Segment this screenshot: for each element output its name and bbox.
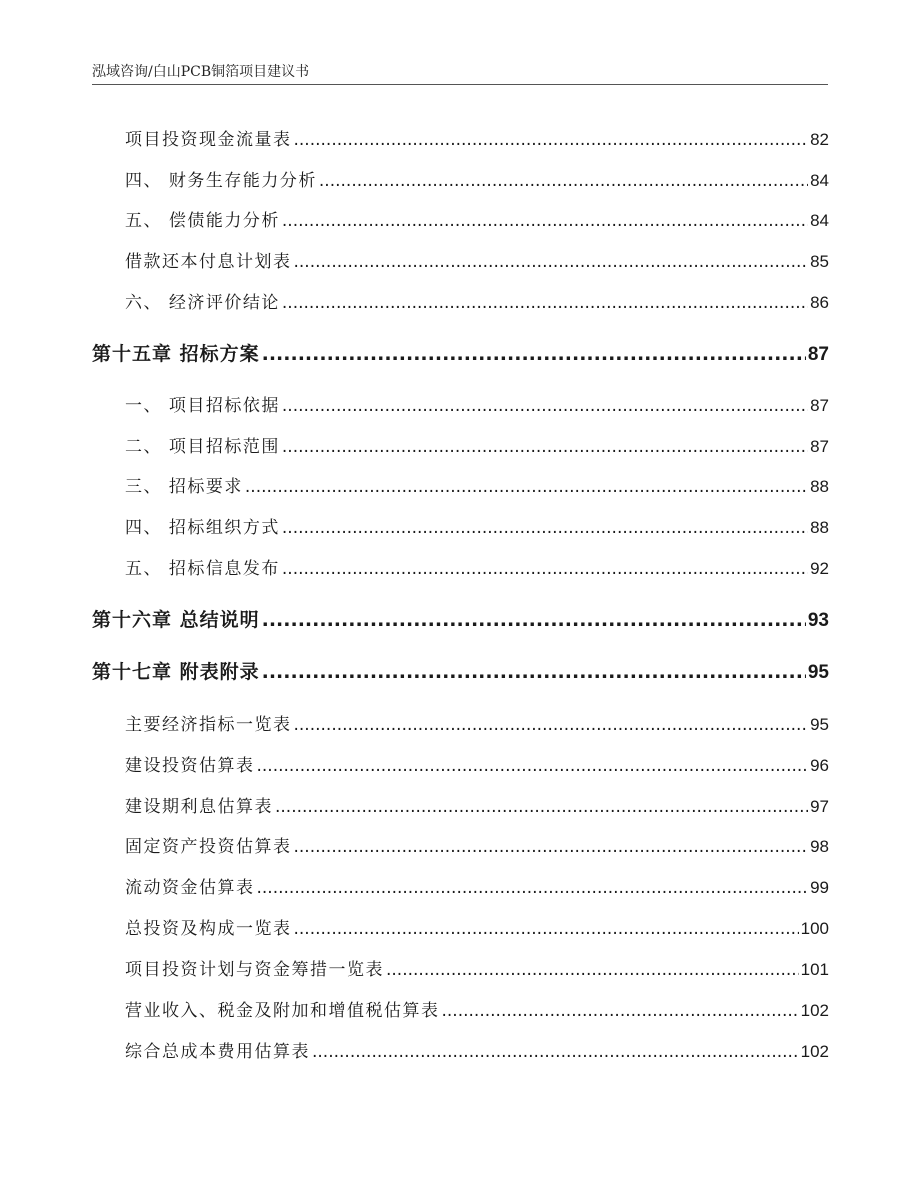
toc-page-number: 92 bbox=[810, 559, 829, 578]
header-divider bbox=[92, 84, 828, 85]
toc-entry[interactable] bbox=[125, 247, 829, 272]
toc-entry-label: 建设期利息估算表 bbox=[125, 797, 273, 817]
toc-entry-label: 综合总成本费用估算表 bbox=[125, 1042, 310, 1062]
toc-leader-dots bbox=[282, 437, 808, 457]
toc-leader-dots bbox=[282, 559, 808, 579]
toc-page-number: 85 bbox=[810, 252, 829, 271]
toc-leader-dots bbox=[262, 609, 806, 631]
document-header: 泓域咨询/白山PCB铜箔项目建议书 bbox=[92, 64, 310, 80]
toc-chapter-entry[interactable] bbox=[92, 657, 829, 684]
toc-entry-label: 五、 偿债能力分析 bbox=[125, 211, 280, 231]
toc-page-number: 88 bbox=[810, 518, 829, 537]
toc-entry-label: 四、 财务生存能力分析 bbox=[125, 171, 317, 191]
toc-entry[interactable] bbox=[125, 710, 829, 735]
toc-entry-label: 六、 经济评价结论 bbox=[125, 293, 280, 313]
toc-leader-dots bbox=[245, 477, 808, 497]
toc-entry-label: 总投资及构成一览表 bbox=[125, 919, 292, 939]
toc-entry-label: 第十七章 附表附录 bbox=[92, 661, 260, 683]
toc-page-number: 96 bbox=[810, 756, 829, 775]
toc-leader-dots bbox=[312, 1042, 799, 1062]
toc-entry[interactable] bbox=[125, 792, 829, 817]
toc-page-number: 102 bbox=[800, 1042, 829, 1061]
toc-leader-dots bbox=[294, 837, 809, 857]
toc-leader-dots bbox=[319, 171, 808, 191]
toc-page-number: 88 bbox=[810, 477, 829, 496]
toc-page-number: 98 bbox=[810, 837, 829, 856]
toc-leader-dots bbox=[386, 960, 799, 980]
toc-leader-dots bbox=[282, 293, 808, 313]
toc-entry[interactable] bbox=[125, 166, 829, 191]
toc-entry[interactable] bbox=[125, 513, 829, 538]
toc-page-number: 95 bbox=[807, 662, 829, 683]
toc-entry-label: 第十五章 招标方案 bbox=[92, 343, 260, 365]
toc-entry-label: 建设投资估算表 bbox=[125, 756, 255, 776]
toc-entry-label: 借款还本付息计划表 bbox=[125, 252, 292, 272]
toc-entry[interactable] bbox=[125, 751, 829, 776]
toc-leader-dots bbox=[294, 919, 799, 939]
toc-page-number: 95 bbox=[810, 715, 829, 734]
toc-entry-label: 二、 项目招标范围 bbox=[125, 437, 280, 457]
toc-page-number: 87 bbox=[810, 437, 829, 456]
toc-page-number: 102 bbox=[800, 1001, 829, 1020]
toc-page-number: 87 bbox=[807, 344, 829, 365]
toc-entry[interactable] bbox=[125, 472, 829, 497]
toc-leader-dots bbox=[442, 1001, 799, 1021]
toc-entry[interactable] bbox=[125, 996, 829, 1021]
toc-leader-dots bbox=[257, 756, 809, 776]
toc-entry-label: 项目投资现金流量表 bbox=[125, 130, 292, 150]
toc-entry[interactable] bbox=[125, 914, 829, 939]
toc-page-number: 87 bbox=[810, 396, 829, 415]
toc-page-number: 84 bbox=[810, 171, 829, 190]
toc-entry[interactable] bbox=[125, 873, 829, 898]
toc-entry[interactable] bbox=[125, 288, 829, 313]
toc-leader-dots bbox=[282, 518, 808, 538]
toc-entry[interactable] bbox=[125, 1037, 829, 1062]
toc-entry-label: 一、 项目招标依据 bbox=[125, 396, 280, 416]
toc-page-number: 84 bbox=[810, 211, 829, 230]
toc-leader-dots bbox=[275, 797, 808, 817]
toc-leader-dots bbox=[282, 396, 808, 416]
toc-page-number: 93 bbox=[807, 610, 829, 631]
toc-entry-label: 流动资金估算表 bbox=[125, 878, 255, 898]
toc-leader-dots bbox=[294, 130, 809, 150]
toc-entry[interactable] bbox=[125, 391, 829, 416]
toc-page-number: 99 bbox=[810, 878, 829, 897]
toc-entry-label: 固定资产投资估算表 bbox=[125, 837, 292, 857]
toc-leader-dots bbox=[294, 715, 809, 735]
toc-page-number: 82 bbox=[810, 130, 829, 149]
toc-entry-label: 营业收入、税金及附加和增值税估算表 bbox=[125, 1001, 440, 1021]
toc-leader-dots bbox=[257, 878, 809, 898]
toc-leader-dots bbox=[262, 343, 806, 365]
toc-entry[interactable] bbox=[125, 554, 829, 579]
toc-entry-label: 主要经济指标一览表 bbox=[125, 715, 292, 735]
toc-entry[interactable] bbox=[125, 832, 829, 857]
toc-leader-dots bbox=[262, 661, 806, 683]
toc-page-number: 100 bbox=[800, 919, 829, 938]
toc-chapter-entry[interactable] bbox=[92, 605, 829, 632]
toc-entry-label: 第十六章 总结说明 bbox=[92, 609, 260, 631]
toc-entry-label: 项目投资计划与资金筹措一览表 bbox=[125, 960, 384, 980]
toc-entry-label: 三、 招标要求 bbox=[125, 477, 243, 497]
toc-entry-label: 四、 招标组织方式 bbox=[125, 518, 280, 538]
toc-page-number: 101 bbox=[800, 960, 829, 979]
toc-entry-label: 五、 招标信息发布 bbox=[125, 559, 280, 579]
toc-entry[interactable] bbox=[125, 955, 829, 980]
toc-chapter-entry[interactable] bbox=[92, 339, 829, 366]
toc-page-number: 86 bbox=[810, 293, 829, 312]
toc-entry[interactable] bbox=[125, 125, 829, 150]
toc-entry[interactable] bbox=[125, 432, 829, 457]
toc-leader-dots bbox=[294, 252, 809, 272]
toc-leader-dots bbox=[282, 211, 808, 231]
toc-entry[interactable] bbox=[125, 206, 829, 231]
toc-page-number: 97 bbox=[810, 797, 829, 816]
